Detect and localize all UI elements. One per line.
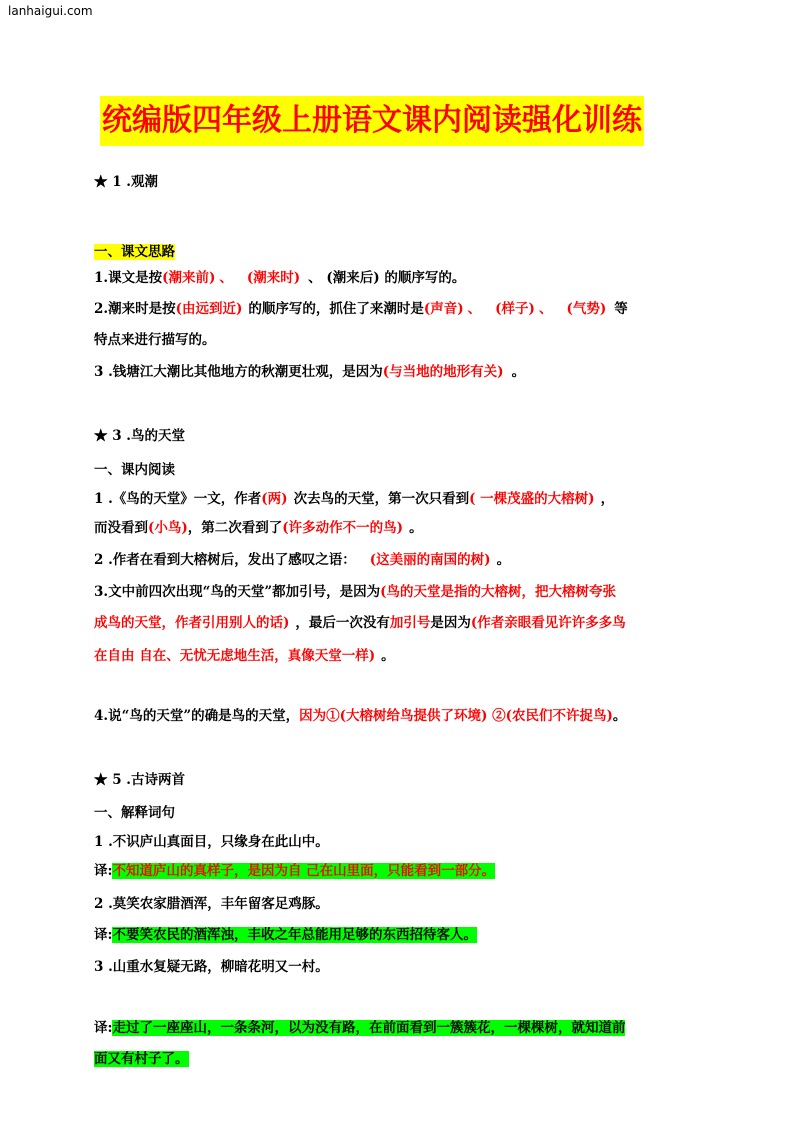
translation-line: 译:走过了一座座山，一条条河，以为没有路，在前面看到一簇簇花，一棵棵树，就知道前 [94,1020,626,1036]
subheading: 一、课内阅读 [94,462,175,478]
poem-line: 2 .莫笑农家腊酒浑，丰年留客足鸡豚。 [94,896,329,912]
subheading: 一、解释词句 [94,805,175,821]
section-heading-3: ★ 3 .鸟的天堂 [94,428,185,444]
section-heading-5: ★ 5 .古诗两首 [94,772,185,788]
question-line: 特点来进行描写的。 [94,332,216,348]
poem-line: 3 .山重水复疑无路，柳暗花明又一村。 [94,959,329,975]
site-watermark: lanhaigui.com [8,4,93,18]
translation-line: 译:不知道庐山的真样子，是因为自 己在山里面，只能看到一部分。 [94,863,496,879]
translation-line: 面又有村子了。 [94,1051,189,1067]
question-line: 成鸟的天堂，作者引用别人的话) ，最后一次没有加引号是因为(作者亲眼看见许许多多鸟 [94,615,626,631]
question-line: 2 .作者在看到大榕树后，发出了感叹之语： (这美丽的南国的树) 。 [94,552,511,568]
translation-line: 译:不要笑农民的酒浑浊，丰收之年总能用足够的东西招待客人。 [94,927,477,943]
poem-line: 1 .不识庐山真面目，只缘身在此山中。 [94,834,329,850]
question-line: 1 .《鸟的天堂》一文，作者(两) 次去鸟的天堂，第一次只看到( 一棵茂盛的大榕树) ， [94,491,615,507]
question-line: 3.文中前四次出现“鸟的天堂”都加引号，是因为(鸟的天堂是指的大榕树，把大榕树夸张 [94,584,617,600]
question-line: 而没看到(小鸟)，第二次看到了(许多动作不一的鸟) 。 [94,520,423,536]
subheading: 一、课文思路 [94,244,175,260]
section-heading-1: ★ 1 .观潮 [94,174,158,190]
question-line: 4.说“鸟的天堂”的确是鸟的天堂，因为①(大榕树给鸟提供了环境) ②(农民们不许捉鸟)。 [94,708,627,724]
question-line: 3 .钱塘江大潮比其他地方的秋潮更壮观，是因为(与当地的地形有关) 。 [94,364,526,380]
question-line: 在自由 自在、无忧无虑地生活，真像天堂一样) 。 [94,648,395,664]
question-line: 1.课文是按(潮来前) 、 (潮来时) 、 (潮来后) 的顺序写的。 [94,270,466,286]
page-title: 统编版四年级上册语文课内阅读强化训练 [100,96,644,146]
question-line: 2.潮来时是按(由远到近) 的顺序写的，抓住了来潮时是(声音) 、 (样子) 、 (气势) 等 [94,301,628,317]
